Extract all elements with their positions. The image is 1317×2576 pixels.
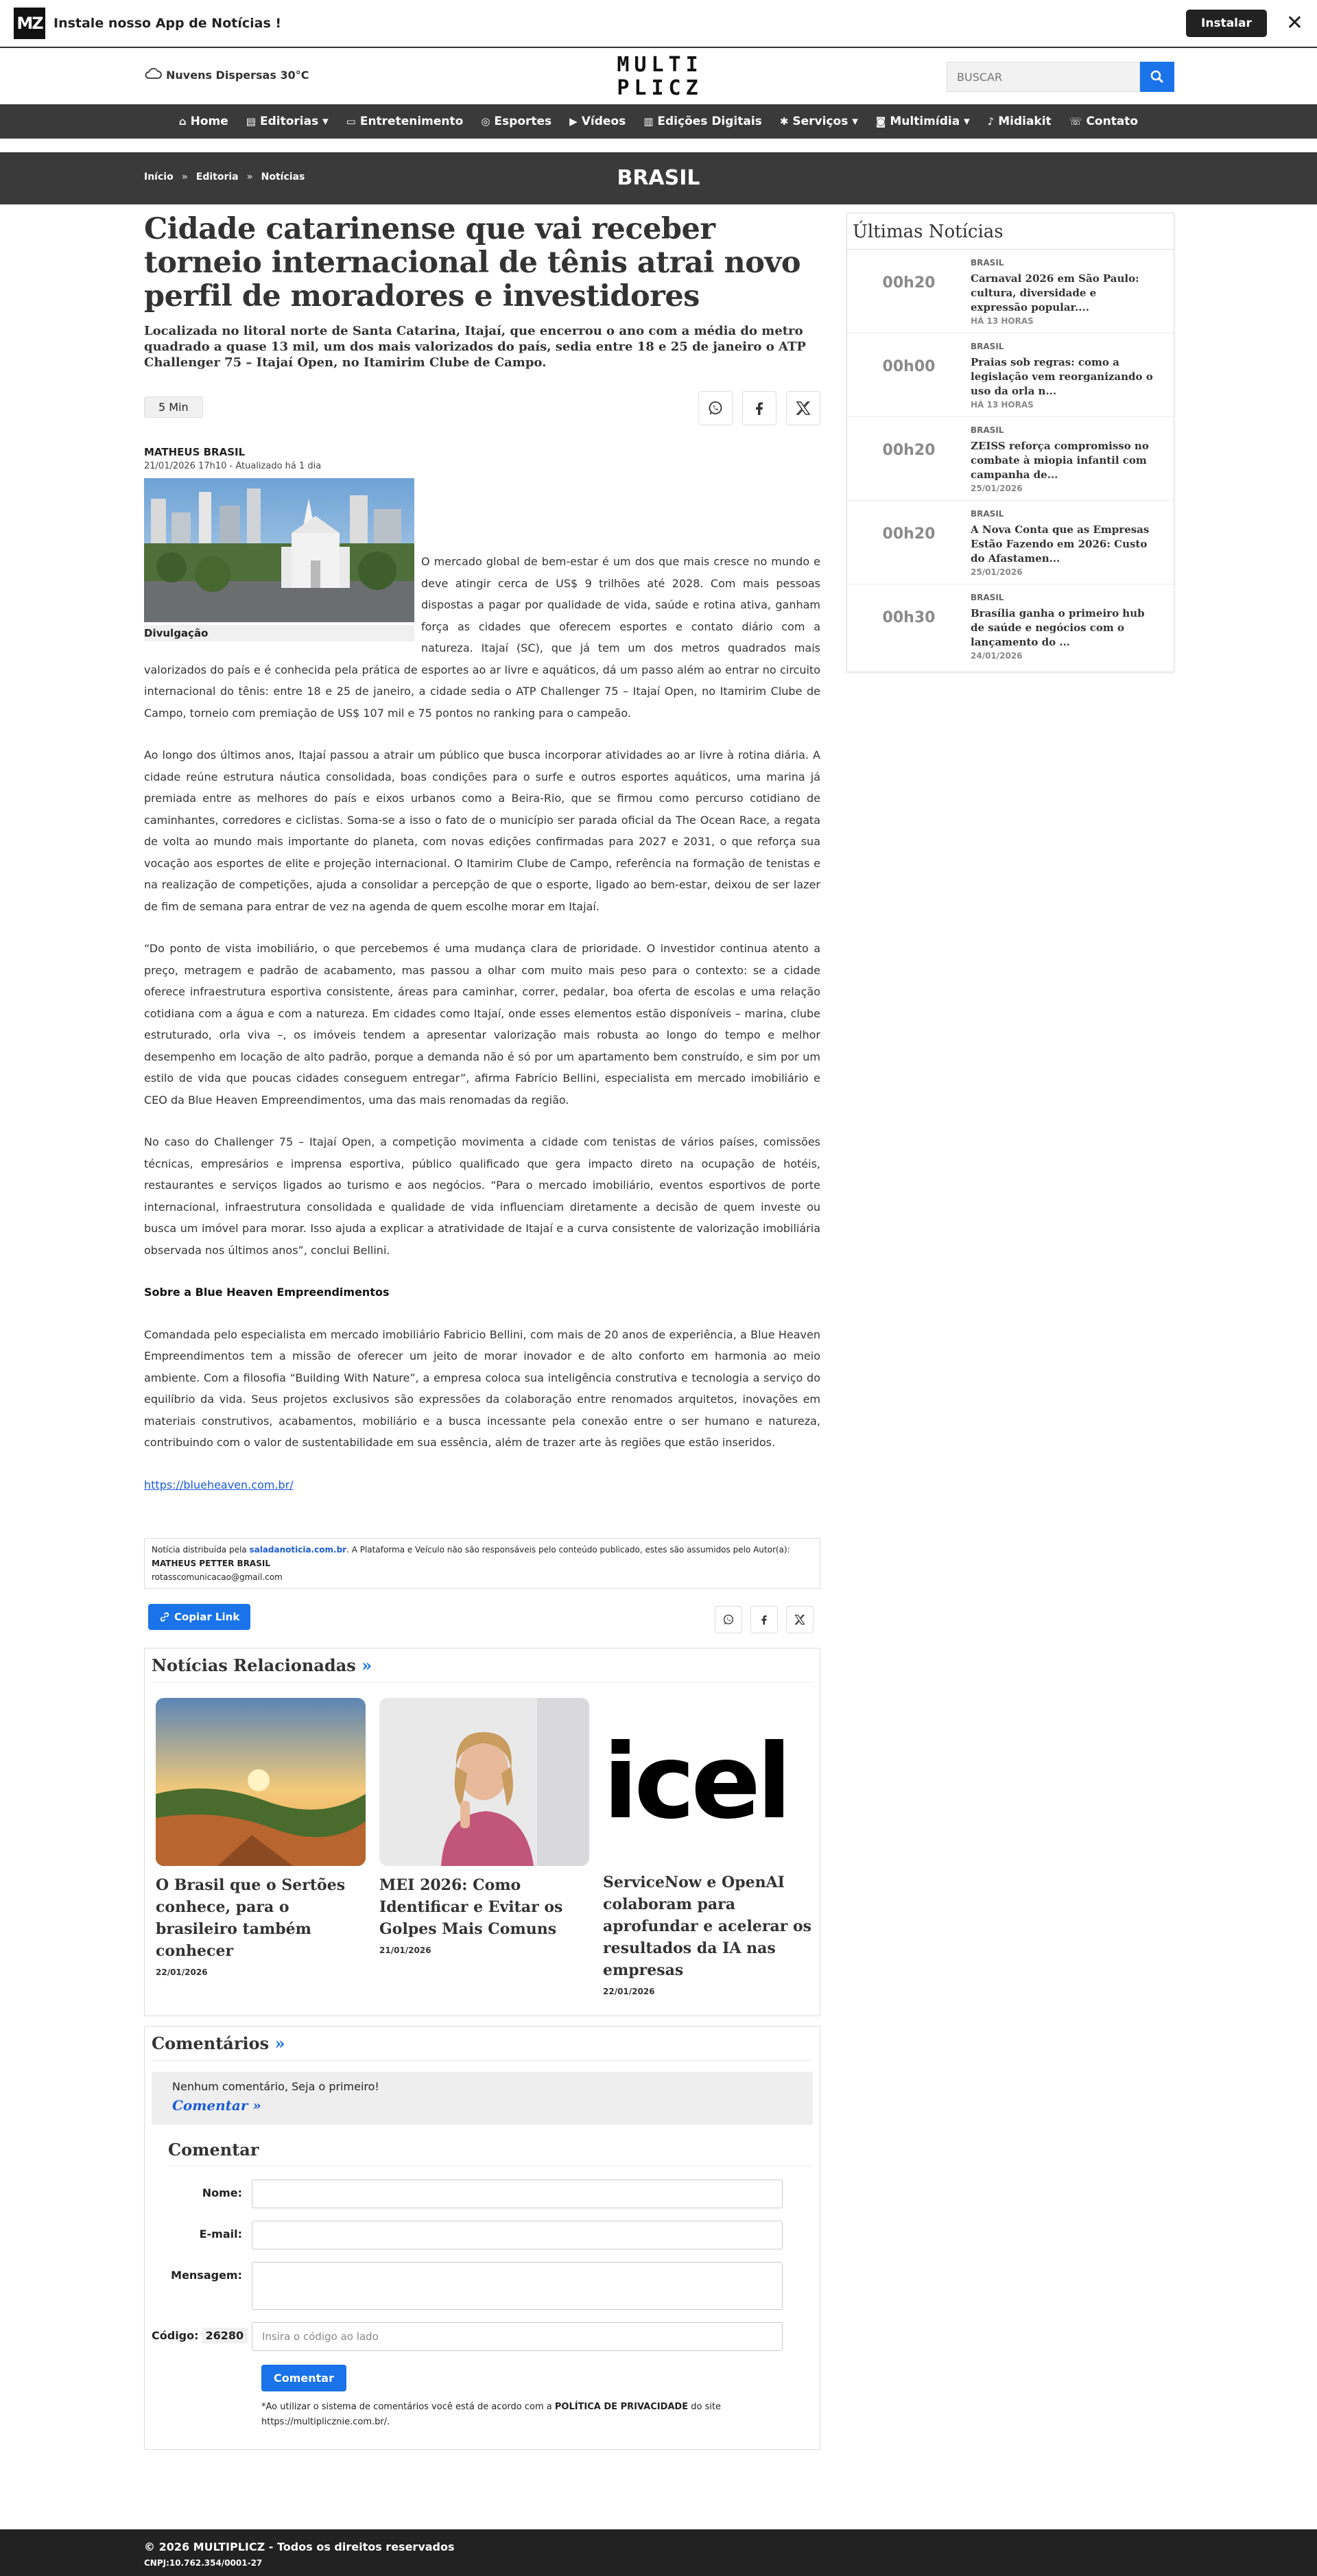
section-bar <box>0 152 1317 204</box>
latest-news-item[interactable] <box>847 417 1174 501</box>
whatsapp-share-button[interactable] <box>715 1606 742 1633</box>
news-time: 00h00 <box>882 358 936 375</box>
article-paragraph: O mercado global de bem-estar é um dos que mais cresce no mundo e deve atingir cerca de US$ 9 trilhões até 2028. Com mais pessoas dispostas a pagar por qualidade de vida, saúde e rotina ativa, ganham força as cidades que oferecem esportes e contato diário com a natureza. Itajaí (SC), que já tem um dos metros quadrados mais valorizados do país e é conhecida pela prática de esportes ao ar livre e aquáticos, dá um passo além ao entrar no circuito internacional do tênis: entre 18 e 25 de janeiro, a cidade sedia o ATP Challenger 75 – Itajaí Open, no Itamirim Clube de Campo, torneio com premiação de US$ 107 mil e 75 pontos no ranking para o campeão. <box>144 555 820 720</box>
article-main <box>144 213 820 2450</box>
nav-item-7[interactable] <box>876 115 970 128</box>
camera-icon: ◙ <box>875 115 886 128</box>
news-date: HÁ 13 HORAS <box>971 400 1034 410</box>
related-card-date: 21/01/2026 <box>379 1946 431 1955</box>
latest-news-item[interactable] <box>847 250 1174 333</box>
captcha-code: 26280 <box>202 2328 248 2343</box>
x-share-button[interactable] <box>786 1606 814 1633</box>
share-buttons-bottom <box>715 1606 814 1633</box>
form-row-message <box>152 2262 813 2310</box>
footer-cnpj: CNPJ:10.762.354/0001-27 <box>144 2558 263 2568</box>
privacy-prefix: *Ao utilizar o sistema de comentários você está de acordo com a <box>261 2402 555 2412</box>
nav-item-label: Editorias ▾ <box>259 115 329 128</box>
news-category: BRASIL <box>971 342 1004 351</box>
news-time: 00h20 <box>882 274 936 292</box>
related-image <box>156 1698 366 1866</box>
article-paragraph: No caso do Challenger 75 – Itajaí Open, a competição movimenta a cidade com tenistas de vários países, comissões técnicas, empresários e imprensa esportiva, público qualificado que gera impacto direto na ocupação de hotéis, restaurantes e serviços ligados ao turismo e aos negócios. “Para o mercado imobiliário, eventos esportivos de porte internacional, infraestrutura consolidada e qualidade de vida influenciam diretamente a decisão de quem investe ou busca um imóvel para morar. Isso ajuda a explicar a atratividade de Itajaí e a curva consistente de valorização imobiliária observada nos últimos anos”, conclui Bellini. <box>144 1135 820 1257</box>
nav-item-label: Entretenimento <box>359 115 464 128</box>
news-date: 25/01/2026 <box>971 484 1023 493</box>
related-card[interactable] <box>156 1698 366 1996</box>
comments-title-text: Comentários <box>152 2033 270 2053</box>
news-date: HÁ 13 HORAS <box>971 316 1034 326</box>
article-subhead: Sobre a Blue Heaven Empreendimentos <box>144 1286 390 1299</box>
no-comments-box <box>152 2072 813 2125</box>
related-card-date: 22/01/2026 <box>156 1968 208 1977</box>
form-row-name <box>152 2179 813 2208</box>
app-logo: MZ <box>14 8 45 39</box>
breadcrumb-noticias[interactable]: Notícias <box>261 172 305 182</box>
article-date: 21/01/2026 17h10 - Atualizado há 1 dia <box>144 461 322 471</box>
news-body <box>971 509 1156 577</box>
bell-icon: ♪ <box>987 115 995 128</box>
related-card-title: O Brasil que o Sertões conhece, para o brasileiro também conhecer <box>156 1876 346 1960</box>
news-date: 24/01/2026 <box>971 651 1023 661</box>
related-card-title: MEI 2026: Como Identificar e Evitar os Golpes Mais Comuns <box>379 1876 563 1938</box>
news-title: Praias sob regras: como a legislação vem reorganizando o uso da orla n... <box>971 356 1153 397</box>
article-photo <box>144 478 414 641</box>
related-title-text: Notícias Relacionadas <box>152 1655 356 1675</box>
film-icon: ▭ <box>346 115 356 128</box>
news-title: Brasília ganha o primeiro hub de saúde e negócios com o lançamento do ... <box>971 607 1145 648</box>
article-lead: Localizada no litoral norte de Santa Catarina, Itajaí, que encerrou o ano com a média do metro quadrado a quase 13 mil, um dos mais valorizados do país, sedia entre 18 e 25 de janeiro o ATP Challenger 75 – Itajaí Open, no Itamirim Clube de Campo. <box>144 324 806 370</box>
facebook-share-button[interactable] <box>750 1606 778 1633</box>
nav-item-9[interactable] <box>1069 115 1138 128</box>
comments-section <box>144 2026 820 2450</box>
message-label: Mensagem: <box>171 2269 242 2282</box>
form-row-code <box>152 2322 813 2351</box>
facebook-icon <box>752 401 767 416</box>
nav-item-6[interactable] <box>780 115 858 128</box>
privacy-policy-link[interactable]: POLÍTICA DE PRIVACIDADE <box>554 2402 689 2412</box>
news-title: Carnaval 2026 em São Paulo: cultura, diversidade e expressão popular.... <box>971 272 1139 314</box>
related-news <box>144 1648 820 2016</box>
whatsapp-share-button[interactable] <box>698 391 733 425</box>
nav-item-label: Vídeos <box>581 115 626 128</box>
logo-line-2: PLICZ <box>617 76 703 100</box>
blueheaven-link[interactable]: https://blueheaven.com.br/ <box>144 1478 294 1491</box>
nav-item-0[interactable] <box>179 115 228 128</box>
nav-item-3[interactable] <box>481 115 551 128</box>
copy-share-row <box>144 1604 820 1634</box>
install-button[interactable]: Instalar <box>1186 10 1267 37</box>
share-buttons-top <box>698 391 820 425</box>
play-icon: ▶ <box>569 115 578 128</box>
article-meta-row <box>144 388 820 423</box>
latest-news-sidebar <box>846 213 1174 672</box>
related-grid <box>152 1683 813 1996</box>
news-date: 25/01/2026 <box>971 567 1023 577</box>
newspaper-icon: ▤ <box>246 115 256 128</box>
breadcrumb-separator: » <box>181 172 188 182</box>
related-image <box>603 1698 813 1866</box>
nav-item-label: Edições Digitais <box>657 115 762 128</box>
breadcrumb-editoria[interactable]: Editoria <box>195 172 239 182</box>
news-category: BRASIL <box>971 258 1004 268</box>
copy-link-button[interactable] <box>148 1604 250 1630</box>
related-card-title: ServiceNow e OpenAI colaboram para aprofundar e acelerar os resultados da IA nas empresas <box>603 1874 812 1979</box>
whatsapp-icon <box>722 1614 735 1626</box>
ball-icon: ◎ <box>481 115 490 128</box>
nav-item-8[interactable] <box>988 115 1052 128</box>
nav-item-label: Multimídia ▾ <box>890 115 970 128</box>
cloud-icon <box>144 67 162 82</box>
home-icon: ⌂ <box>178 115 187 128</box>
nav-item-label: Serviços ▾ <box>792 115 858 128</box>
breadcrumb-separator: » <box>246 172 253 182</box>
related-card-date: 22/01/2026 <box>603 1987 655 1996</box>
nav-item-1[interactable] <box>246 115 329 128</box>
article-paragraph: “Do ponto de vista imobiliário, o que percebemos é uma mudança clara de prioridade. O investidor continua atento a preço, metragem e padrão de acabamento, mas passou a olhar com muito mais peso para o contexto: se a cidade oferece infraestrutura esportiva consistente, áreas para caminhar, correr, pedalar, boa oferta de escolas e uma relação cotidiana com a água e com a natureza. Em cidades como Itajaí, onde esses elementos estão disponíveis – marina, clube estruturado, orla viva –, os imóveis tendem a apresentar valorização mais robusta ao longo do tempo e melhor desempenho em locação de alto padrão, porque a demanda não é só por um apartamento bem construído, e sim por um estilo de vida que poucas cidades conseguem entregar”, afirma Fabrício Bellini, especialista em mercado imobiliário e CEO da Blue Heaven Empreendimentos, uma das mais renomadas da região. <box>144 942 820 1107</box>
search-bar <box>947 62 1174 92</box>
breadcrumb-home[interactable]: Início <box>144 172 174 182</box>
read-time-badge: 5 Min <box>144 397 203 418</box>
related-card[interactable] <box>603 1698 813 1996</box>
name-label: Nome: <box>202 2186 242 2199</box>
form-row-email <box>152 2221 813 2249</box>
news-title: A Nova Conta que as Empresas Estão Fazendo em 2026: Custo do Afastamen... <box>971 523 1150 565</box>
submit-comment-button[interactable]: Comentar <box>261 2365 346 2391</box>
distribution-notice <box>144 1538 820 1589</box>
notice-source-link[interactable]: saladanoticia.com.br <box>249 1545 347 1555</box>
facebook-icon <box>759 1614 770 1625</box>
latest-news-list <box>847 250 1174 667</box>
news-category: BRASIL <box>971 425 1004 435</box>
phone-icon: ☏ <box>1069 115 1082 128</box>
footer-copyright: © 2026 MULTIPLICZ - Todos os direitos reservados <box>144 2540 455 2553</box>
nav-item-2[interactable] <box>346 115 464 128</box>
facebook-share-button[interactable] <box>742 391 776 425</box>
related-image <box>379 1698 589 1866</box>
message-field[interactable] <box>252 2262 783 2310</box>
article-author: MATHEUS BRASIL <box>144 446 246 458</box>
close-banner-icon[interactable]: ✕ <box>1285 11 1303 35</box>
code-label <box>152 2322 252 2342</box>
comments-title <box>152 2033 813 2061</box>
notice-email: rotasscomunicacao@gmail.com <box>152 1572 283 1582</box>
app-install-banner <box>0 0 1317 48</box>
notice-author: MATHEUS PETTER BRASIL <box>152 1559 270 1568</box>
search-icon <box>1150 70 1164 84</box>
news-body <box>971 342 1156 410</box>
article-paragraph: Comandada pelo especialista em mercado imobiliário Fabricio Bellini, com mais de 20 anos de experiência, a Blue Heaven Empreendimentos tem a missão de oferecer um jeito de morar inovador e de alto conforto em harmonia ao meio ambiente. Com a filosofia “Building With Nature”, a empresa coloca sua inteligência construtiva e tecnologia a serviço do equilíbrio da vida. Seus projetos exclusivos são expressões da colaboração entre renomados arquitetos, inovações em materiais construtivos, acabamentos, mobiliário e a busca incessante pela conexão entre o ser humano e natureza, contribuindo com o valor de sustentabilidade em sua essência, além de trazer arte às regiões que estão inseridos. <box>144 1327 820 1449</box>
section-title: BRASIL <box>617 166 700 190</box>
site-header <box>0 48 1317 104</box>
name-field[interactable] <box>252 2179 783 2208</box>
privacy-suffix: do site https://multiplicznie.com.br/. <box>261 2402 722 2427</box>
news-category: BRASIL <box>971 593 1004 602</box>
privacy-notice <box>261 2400 813 2430</box>
related-card[interactable] <box>379 1698 589 1996</box>
x-icon <box>796 401 811 416</box>
article-paragraph: Ao longo dos últimos anos, Itajaí passou a atrair um público que busca incorporar atividades ao ar livre à rotina diária. A cidade reúne estrutura náutica consolidada, boas condições para o surfe e outros esportes aquáticos, uma marina já premiada entre as melhores do país e eixos urbanos como a Beira-Rio, que se firmou como percurso cotidiano de caminhantes, corredores e ciclistas. Soma-se a isso o fato de o município ser parada oficial da The Ocean Race, a regata de volta ao mundo mais importante do planeta, com novas edições confirmadas para 2027 e 2031, o que reforça sua vocação aos esportes de elite e projeção internacional. O Itamirim Clube de Campo, referência na formação de tenistas e na realização de competições, ajuda a consolidar a percepção de que o esporte, ligado ao bem-estar, deixou de ser lazer de fim de semana para entrar de vez na agenda de quem escolhe morar em Itajaí. <box>144 748 820 913</box>
app-banner-text: Instale nosso App de Notícias ! <box>54 16 282 31</box>
search-button[interactable] <box>1140 62 1174 92</box>
nav-item-label: Midiakit <box>998 115 1052 128</box>
sidebar-title: Últimas Notícias <box>847 213 1174 250</box>
article-image <box>144 478 414 622</box>
code-label-text: Código: <box>152 2329 199 2342</box>
nav-item-label: Contato <box>1086 115 1139 128</box>
related-image-logo-text: icel <box>603 1722 788 1842</box>
notice-prefix: Notícia distribuída pela <box>152 1545 250 1555</box>
weather-widget <box>144 67 309 82</box>
logo-line-1: MULTI <box>617 53 703 77</box>
comments-arrow: » <box>274 2033 285 2053</box>
notice-suffix: . A Plataforma e Veículo não são responsáveis pelo conteúdo publicado, estes são assumidos pelo Autor(a): <box>346 1545 790 1555</box>
link-icon <box>159 1611 170 1622</box>
email-label: E-mail: <box>199 2228 242 2241</box>
related-title <box>152 1655 813 1683</box>
nav-item-label: Home <box>190 115 228 128</box>
email-field[interactable] <box>252 2221 783 2249</box>
photo-caption: Divulgação <box>144 625 414 641</box>
article-headline: Cidade catarinense que vai receber torneio internacional de tênis atrai novo perfil de moradores e investidores <box>144 212 801 314</box>
cog-icon: ✱ <box>779 115 789 128</box>
copy-link-label: Copiar Link <box>174 1611 240 1623</box>
news-time: 00h20 <box>882 442 936 459</box>
news-category: BRASIL <box>971 509 1004 519</box>
site-footer <box>0 2529 1317 2576</box>
no-comments-text: Nenhum comentário, Seja o primeiro! <box>172 2080 379 2093</box>
latest-news-item[interactable] <box>847 333 1174 417</box>
book-icon: ▥ <box>643 115 654 128</box>
x-share-button[interactable] <box>786 391 820 425</box>
news-body <box>971 425 1156 493</box>
main-nav <box>0 104 1317 139</box>
latest-news-item[interactable] <box>847 584 1174 667</box>
news-title: ZEISS reforça compromisso no combate à miopia infantil com campanha de... <box>971 440 1149 481</box>
nav-item-4[interactable] <box>569 115 626 128</box>
comment-form-title: Comentar <box>168 2140 813 2166</box>
news-body <box>971 258 1156 326</box>
news-time: 00h30 <box>882 609 936 626</box>
latest-news-item[interactable] <box>847 501 1174 584</box>
x-icon <box>794 1614 805 1625</box>
related-arrow: » <box>361 1655 372 1675</box>
whatsapp-icon <box>707 400 724 416</box>
nav-item-label: Esportes <box>494 115 552 128</box>
comment-cta-link[interactable]: Comentar » <box>172 2097 261 2114</box>
site-logo[interactable] <box>606 54 713 100</box>
news-body <box>971 593 1156 661</box>
weather-text: Nuvens Dispersas 30°C <box>166 68 309 82</box>
news-time: 00h20 <box>882 525 936 543</box>
search-input[interactable] <box>947 62 1140 92</box>
nav-item-5[interactable] <box>643 115 762 128</box>
code-field[interactable]: Insira o código ao lado <box>252 2322 783 2351</box>
